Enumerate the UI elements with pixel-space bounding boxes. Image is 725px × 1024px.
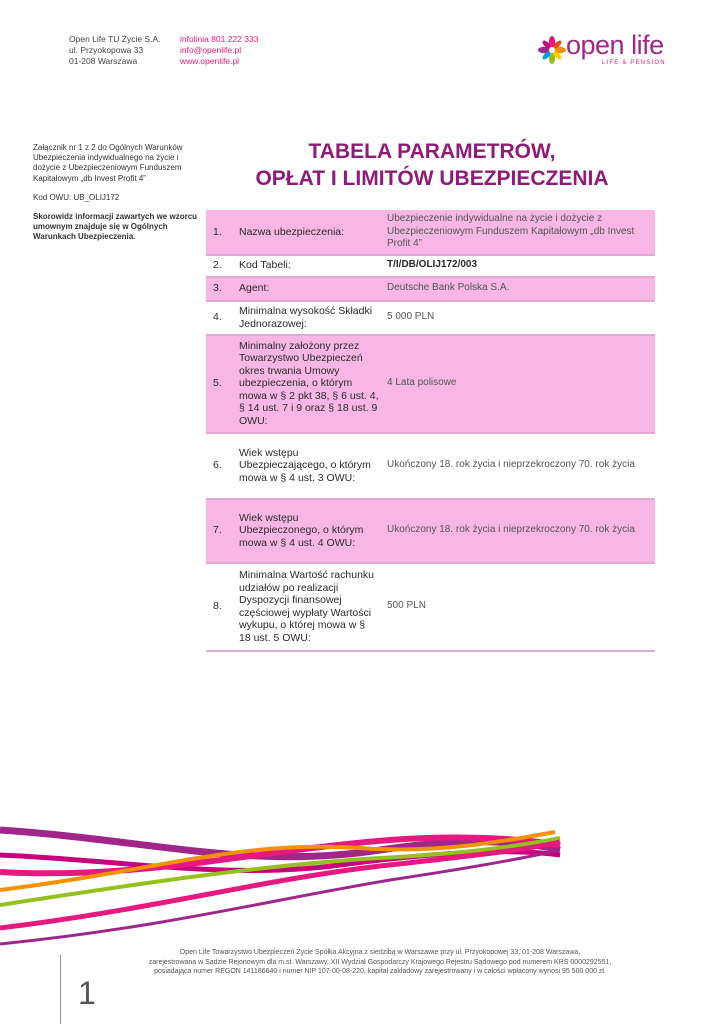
row-value: Deutsche Bank Polska S.A. <box>383 277 655 301</box>
sidebar-notes <box>33 143 203 252</box>
row-value: Ukończony 18. rok życia i nieprzekroczony 70. rok życia <box>383 499 655 563</box>
logo-tagline: LIFE & PENSION <box>602 60 666 66</box>
company-name: Open Life TU Życie S.A. <box>69 34 161 44</box>
row-label: Kod Tabeli: <box>235 255 383 277</box>
row-number: 8. <box>206 563 235 651</box>
row-value: Ubezpieczenie indywidualne na życie i dożycie z Ubezpieczeniowym Funduszem Kapitałowym „db Invest Profit 4” <box>383 210 655 255</box>
row-value: Ukończony 18. rok życia i nieprzekroczony 70. rok życia <box>383 433 655 499</box>
logo-wordmark: open life <box>566 30 664 60</box>
table-row <box>206 255 655 277</box>
row-label: Minimalny założony przez Towarzystwo Ubezpieczeń okres trwania Umowy ubezpieczenia, o którym mowa w § 2 pkt 38, § 6 ust. 4, § 14 ust. 7 i 9 oraz § 18 ust. 9 OWU: <box>235 335 383 433</box>
row-value: T/I/DB/OLIJ172/003 <box>383 255 655 277</box>
row-number: 2. <box>206 255 235 277</box>
title-line-2: OPŁAT I LIMITÓW UBEZPIECZENIA <box>255 167 609 190</box>
table-row <box>206 499 655 563</box>
row-label: Nazwa ubezpieczenia: <box>235 210 383 255</box>
title-line-1: TABELA PARAMETRÓW, <box>308 140 556 163</box>
row-number: 4. <box>206 301 235 335</box>
company-city: 01-208 Warszawa <box>69 56 138 66</box>
row-number: 3. <box>206 277 235 301</box>
row-number: 1. <box>206 210 235 255</box>
table-row <box>206 210 655 255</box>
row-label: Agent: <box>235 277 383 301</box>
row-number: 7. <box>206 499 235 563</box>
row-value: 500 PLN <box>383 563 655 651</box>
footer-line-3: posiadająca numer REGON 141186640 i numer NIP 107-00-08-220, kapitał zakładowy zarejestrowany i w całości wpłacony wynosi 95 500 000 zł. <box>154 968 606 975</box>
table-row <box>206 335 655 433</box>
footer-line-2: zarejestrowana w Sądzie Rejonowym dla m.st. Warszawy, XII Wydział Gospodarczy Krajowego Rejestru Sądowego pod numerem KRS 0000292551, <box>148 958 612 966</box>
table-row <box>206 301 655 335</box>
table-row <box>206 433 655 499</box>
row-value: 4 Lata polisowe <box>383 335 655 433</box>
hotline: infolinia 801 222 333 <box>180 34 259 44</box>
company-street: ul. Przyokopowa 33 <box>69 45 144 55</box>
decorative-waves <box>0 810 725 950</box>
email-link[interactable]: info@openlife.pl <box>180 45 242 55</box>
row-value: 5 000 PLN <box>383 301 655 335</box>
company-contact <box>180 34 258 67</box>
table-row <box>206 563 655 651</box>
openlife-logo <box>538 32 668 76</box>
page-number: 1 <box>78 975 96 1011</box>
row-number: 6. <box>206 433 235 499</box>
page-divider <box>60 955 61 1024</box>
row-label: Minimalna Wartość rachunku udziałów po realizacji Dyspozycji finansowej częściowej wypłaty Wartości wykupu, o której mowa w § 18 ust. 5 OWU: <box>235 563 383 651</box>
table-row <box>206 277 655 301</box>
website-link[interactable]: www.openlife.pl <box>180 56 240 66</box>
attachment-text: Załącznik nr 1 z 2 do Ogólnych Warunków Ubezpieczenia indywidualnego na życie i dożycie z Ubezpieczeniowym Funduszem Kapitałowym „db Invest Profit 4” <box>33 143 183 183</box>
footer-line-1: Open Life Towarzystwo Ubezpieczeń Życie Spółka Akcyjna z siedzibą w Warszawie przy ul. Przyokopowej 33, 01-208 Warszawa, <box>179 949 581 956</box>
parameters-table <box>206 210 655 652</box>
flower-icon <box>538 36 566 64</box>
row-label: Minimalna wysokość Składki Jednorazowej: <box>235 301 383 335</box>
row-number: 5. <box>206 335 235 433</box>
page-title <box>208 138 656 192</box>
row-label: Wiek wstępu Ubezpieczającego, o którym mowa w § 4 ust. 3 OWU: <box>235 433 383 499</box>
owu-code: Kod OWU: UB_OLIJ172 <box>33 192 120 202</box>
company-address <box>69 34 161 67</box>
parameters-table-body <box>206 210 655 651</box>
footer-legal <box>100 948 660 977</box>
index-note: Skorowidz informacji zawartych we wzorcu umownym znajduje się w Ogólnych Warunkach Ubezpieczenia. <box>33 212 198 242</box>
row-label: Wiek wstępu Ubezpieczonego, o którym mowa w § 4 ust. 4 OWU: <box>235 499 383 563</box>
